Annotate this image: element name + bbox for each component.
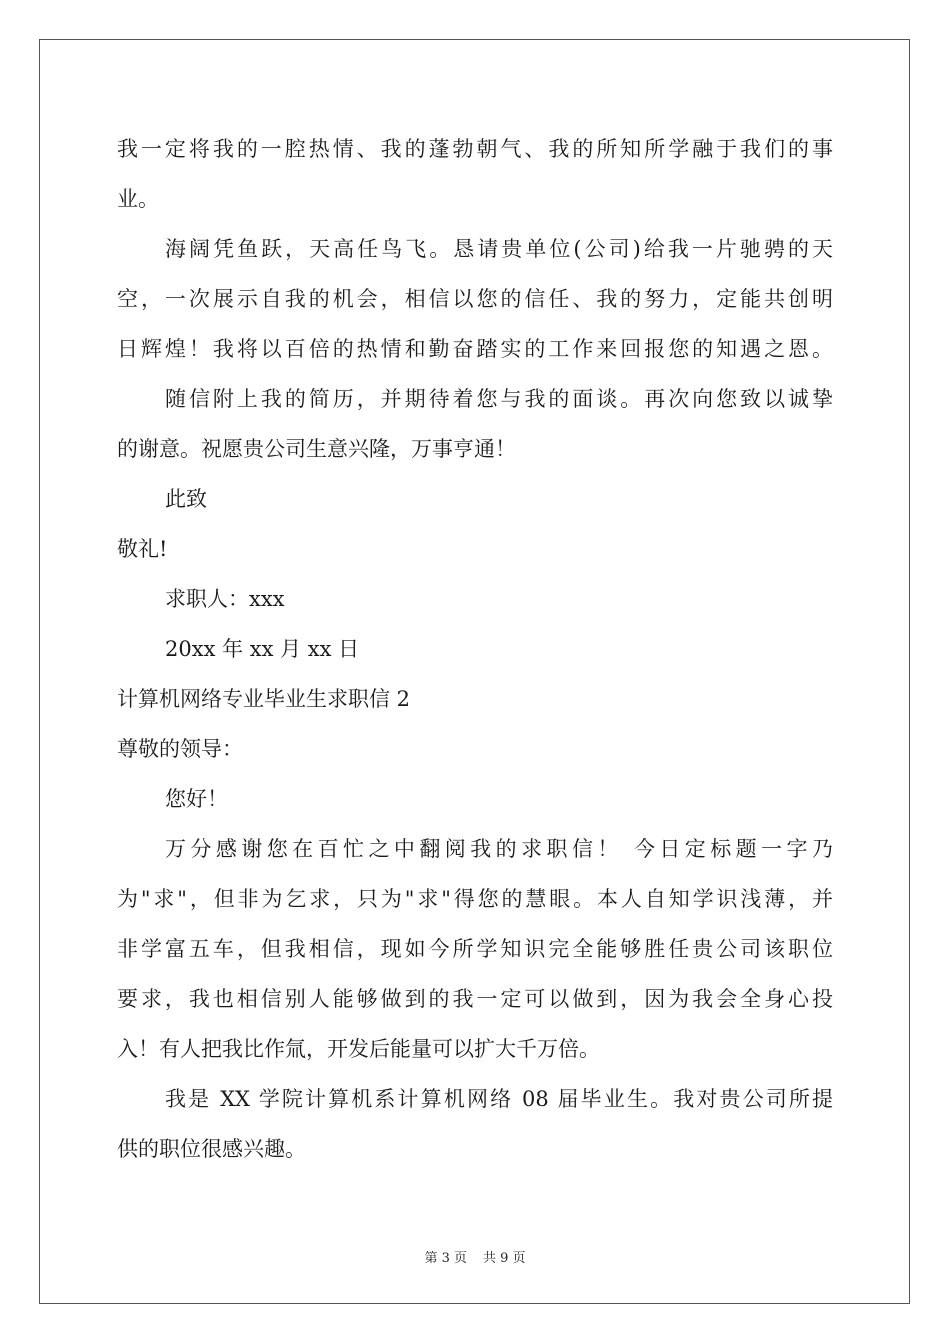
paragraph-line: 非学富五车，但我相信，现如今所学知识完全能够胜任贵公司该职位 — [117, 937, 833, 961]
paragraph-line: 日辉煌！我将以百倍的热情和勤奋踏实的工作来回报您的知遇之恩。 — [117, 337, 833, 361]
paragraph-line: 我是 XX 学院计算机系计算机网络 08 届毕业生。我对贵公司所提 — [165, 1087, 833, 1111]
signature-date: 20xx 年 xx 月 xx 日 — [165, 637, 360, 661]
paragraph-line: 万分感谢您在百忙之中翻阅我的求职信！ 今日定标题一字乃 — [165, 837, 833, 861]
paragraph-line: 要求，我也相信别人能够做到的我一定可以做到，因为我会全身心投 — [117, 987, 833, 1011]
paragraph-line: 的谢意。祝愿贵公司生意兴隆，万事亨通！ — [117, 437, 516, 461]
letter-body — [117, 124, 833, 1174]
page-footer — [0, 1247, 950, 1266]
page-number: 第 3 页 — [424, 1251, 467, 1266]
signature-applicant: 求职人：xxx — [165, 587, 285, 611]
paragraph-line: 入！有人把我比作氚，开发后能量可以扩大千万倍。 — [117, 1037, 600, 1061]
paragraph-line: 为"求"，但非为乞求，只为"求"得您的慧眼。本人自知学识浅薄，并 — [117, 887, 833, 911]
paragraph-line: 海阔凭鱼跃，天高任鸟飞。恳请贵单位(公司)给我一片驰骋的天 — [165, 237, 833, 261]
closing-respect: 敬礼! — [117, 537, 168, 561]
paragraph-line: 供的职位很感兴趣。 — [117, 1137, 306, 1161]
greeting: 您好！ — [165, 787, 228, 811]
closing-salutation: 此致 — [165, 487, 207, 511]
section-title: 计算机网络专业毕业生求职信 2 — [117, 687, 411, 711]
paragraph-line: 随信附上我的简历，并期待着您与我的面谈。再次向您致以诚挚 — [165, 387, 833, 411]
greeting-recipient: 尊敬的领导： — [117, 737, 243, 761]
page-total: 共 9 页 — [483, 1251, 526, 1266]
paragraph-line: 我一定将我的一腔热情、我的蓬勃朝气、我的所知所学融于我们的事 — [117, 137, 833, 161]
paragraph-line: 业。 — [117, 187, 159, 211]
paragraph-line: 空，一次展示自我的机会，相信以您的信任、我的努力，定能共创明 — [117, 287, 833, 311]
